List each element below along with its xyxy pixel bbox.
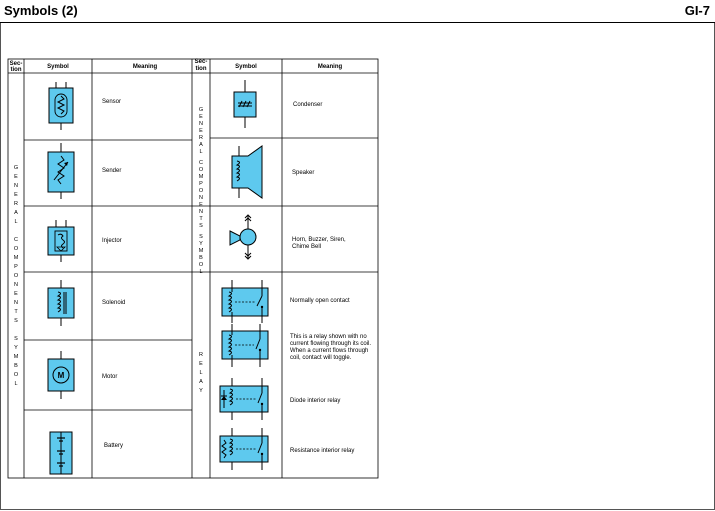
meaning-resistance-relay: Resistance interior relay (290, 448, 355, 454)
svg-text:M: M (13, 354, 19, 360)
right-section-label-general (199, 107, 204, 275)
left-section-label (14, 165, 19, 387)
meaning-horn-2: Chime Bell (292, 244, 322, 250)
svg-text:S: S (14, 336, 18, 342)
speaker-icon (232, 146, 262, 198)
svg-text:T: T (199, 216, 203, 222)
svg-text:N: N (14, 183, 18, 189)
svg-text:N: N (199, 195, 203, 201)
resistance-relay-icon (220, 428, 268, 470)
svg-text:Y: Y (199, 388, 203, 394)
meaning-header-right: Meaning (317, 64, 343, 70)
svg-text:S: S (199, 234, 203, 240)
meaning-injector: Injector (102, 238, 122, 244)
svg-text:E: E (199, 202, 203, 208)
svg-text:O: O (13, 372, 19, 378)
svg-text:S: S (199, 223, 203, 229)
relay-toggle-icon (222, 324, 268, 367)
svg-text:E: E (199, 128, 203, 134)
svg-text:M: M (198, 174, 204, 180)
svg-text:L: L (14, 219, 18, 225)
meaning-horn-1: Horn, Buzzer, Siren, (292, 237, 346, 243)
svg-text:M: M (198, 248, 204, 254)
solenoid-icon (48, 280, 74, 326)
svg-text:R: R (199, 135, 203, 141)
page-number: GI-7 (684, 3, 710, 18)
svg-text:B: B (199, 255, 203, 261)
meaning-relay-1: This is a relay shown with no (290, 334, 367, 340)
right-section-label-relay (199, 352, 203, 394)
motor-label: M (57, 371, 65, 380)
svg-text:G: G (198, 107, 204, 113)
meaning-relay-2: current flowing through its coil. (290, 341, 372, 347)
meaning-header-left: Meaning (132, 64, 158, 70)
svg-text:C: C (199, 160, 203, 166)
meaning-relay-3: When a current flows through (290, 348, 369, 354)
svg-text:O: O (198, 167, 204, 173)
svg-text:O: O (198, 262, 204, 268)
meaning-battery: Battery (104, 443, 124, 449)
svg-text:P: P (199, 181, 203, 187)
svg-text:A: A (199, 379, 203, 385)
svg-text:N: N (14, 282, 18, 288)
meaning-sensor: Sensor (102, 99, 122, 105)
svg-text:C: C (14, 237, 18, 243)
svg-text:E: E (199, 361, 203, 367)
svg-text:O: O (198, 188, 204, 194)
symbol-header-right: Symbol (235, 64, 257, 70)
svg-text:L: L (199, 370, 203, 376)
svg-text:L: L (199, 149, 203, 155)
svg-text:O: O (13, 273, 19, 279)
sensor-icon (49, 82, 73, 130)
diode-relay-icon (220, 378, 268, 420)
normally-open-relay-icon (222, 280, 268, 323)
svg-text:N: N (199, 121, 203, 127)
meaning-sender: Sender (102, 168, 122, 174)
meaning-diode-relay: Diode interior relay (290, 398, 341, 404)
svg-text:M: M (13, 255, 19, 261)
meaning-solenoid: Solenoid (102, 300, 126, 306)
svg-text:L: L (14, 381, 18, 387)
svg-text:T: T (14, 309, 18, 315)
svg-text:E: E (199, 114, 203, 120)
svg-text:P: P (14, 264, 18, 270)
meaning-speaker: Speaker (292, 170, 315, 176)
svg-text:Y: Y (14, 345, 18, 351)
svg-text:E: E (14, 291, 18, 297)
svg-text:R: R (14, 201, 18, 207)
svg-text:L: L (199, 269, 203, 275)
svg-text:O: O (13, 246, 19, 252)
svg-text:Y: Y (199, 241, 203, 247)
svg-text:E: E (14, 174, 18, 180)
section-header-right-1: Sec- (194, 59, 208, 65)
motor-icon (48, 351, 74, 399)
svg-text:A: A (14, 210, 18, 216)
svg-text:G: G (13, 165, 19, 171)
meaning-motor: Motor (102, 374, 118, 380)
svg-text:B: B (14, 363, 18, 369)
page-title: Symbols (2) (4, 3, 78, 18)
meaning-condenser: Condenser (293, 102, 323, 108)
condenser-icon (234, 80, 256, 128)
meaning-normally-open: Normally open contact (290, 298, 350, 304)
meaning-relay-4: coil, contact will toggle. (290, 355, 352, 361)
battery-icon (50, 432, 72, 474)
symbol-header-left: Symbol (47, 64, 69, 70)
svg-text:N: N (199, 209, 203, 215)
section-header-left-1: Sec- (9, 61, 23, 67)
svg-text:E: E (14, 192, 18, 198)
section-header-right-2: tion (195, 66, 207, 72)
horn-icon (230, 215, 256, 259)
svg-text:S: S (14, 318, 18, 324)
section-header-left-2: tion (10, 67, 22, 73)
svg-text:N: N (14, 300, 18, 306)
sender-icon (48, 143, 74, 199)
svg-text:A: A (199, 142, 203, 148)
injector-icon (48, 220, 74, 262)
svg-text:R: R (199, 352, 203, 358)
